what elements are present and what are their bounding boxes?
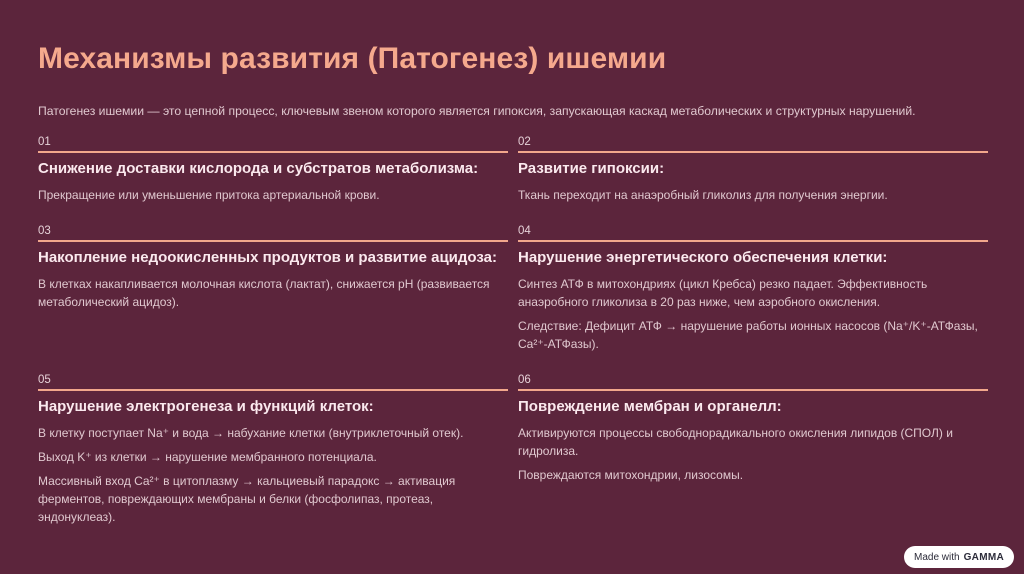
page-title: Механизмы развития (Патогенез) ишемии (38, 42, 667, 75)
section-paragraph: Массивный вход Ca²⁺ в цитоплазму → кальциевый парадокс → активация ферментов, повреждающих мембраны и белки (фосфолипаз, протеаз, эндонуклеаз). (38, 474, 456, 524)
section-paragraph: Повреждаются митохондрии, лизосомы. (518, 468, 744, 482)
section-05 (38, 373, 508, 526)
section-title: Нарушение энергетического обеспечения клетки: (518, 249, 888, 266)
made-with-gamma-badge[interactable] (904, 546, 1014, 568)
section-paragraph: Прекращение или уменьшение притока артериальной крови. (38, 188, 380, 202)
made-with-label: Made with (914, 551, 960, 563)
section-paragraph: Выход K⁺ из клетки → нарушение мембранного потенциала. (38, 450, 377, 464)
gamma-logo: GAMMA (963, 551, 1004, 563)
section-title: Повреждение мембран и органелл: (518, 398, 782, 415)
section-01 (38, 135, 508, 204)
section-number: 01 (38, 135, 508, 153)
section-title: Снижение доставки кислорода и субстратов метаболизма: (38, 160, 479, 177)
section-06 (518, 373, 988, 484)
section-03 (38, 224, 508, 311)
section-title: Накопление недоокисленных продуктов и развитие ацидоза: (38, 249, 497, 266)
section-paragraph: Ткань переходит на анаэробный гликолиз для получения энергии. (518, 188, 888, 202)
section-number: 05 (38, 373, 508, 391)
section-title: Нарушение электрогенеза и функций клеток: (38, 398, 374, 415)
section-number: 04 (518, 224, 988, 242)
page-subtitle: Патогенез ишемии — это цепной процесс, ключевым звеном которого является гипоксия, запускающая каскад метаболических и структурных нарушений. (38, 104, 916, 118)
section-title: Развитие гипоксии: (518, 160, 665, 177)
section-04 (518, 224, 988, 353)
section-paragraph: Синтез АТФ в митохондриях (цикл Кребса) резко падает. Эффективность анаэробного гликолиза в 20 раз ниже, чем аэробного окисления. (518, 277, 928, 309)
section-number: 03 (38, 224, 508, 242)
section-paragraph: В клетках накапливается молочная кислота (лактат), снижается pH (развивается метаболический ацидоз). (38, 277, 490, 309)
section-paragraph: Следствие: Дефицит АТФ → нарушение работы ионных насосов (Na⁺/K⁺-АТФазы, Ca²⁺-АТФазы). (518, 319, 978, 351)
section-paragraph: Активируются процессы свободнорадикального окисления липидов (СПОЛ) и гидролиза. (518, 426, 953, 458)
section-paragraph: В клетку поступает Na⁺ и вода → набухание клетки (внутриклеточный отек). (38, 426, 464, 440)
section-number: 06 (518, 373, 988, 391)
section-number: 02 (518, 135, 988, 153)
section-02 (518, 135, 988, 204)
